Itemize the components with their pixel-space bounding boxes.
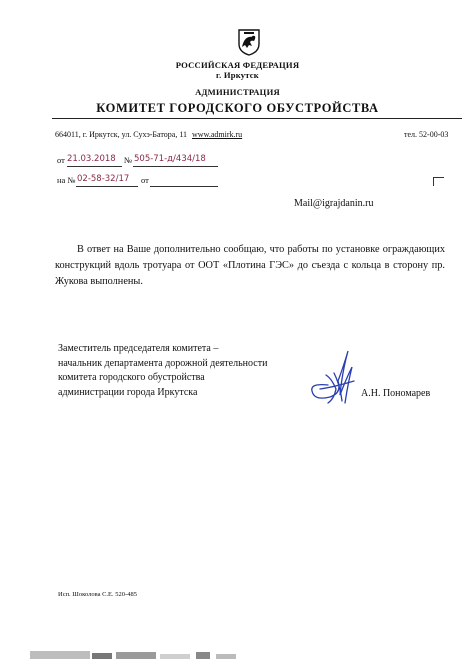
ref-date-underline: [67, 166, 122, 167]
signature-icon: [298, 345, 366, 413]
signatory-title: [58, 342, 318, 401]
country-heading: РОССИЙСКАЯ ФЕДЕРАЦИЯ: [175, 60, 300, 70]
scan-edge-artifact: [30, 646, 240, 656]
city-heading: г. Иркутск: [216, 70, 259, 80]
committee-title: КОМИТЕТ ГОРОДСКОГО ОБУСТРОЙСТВА: [96, 101, 379, 115]
signatory-title-line: Заместитель председателя комитета –: [58, 343, 219, 354]
signatory-name: А.Н. Пономарев: [361, 388, 431, 399]
letter-body: В ответ на Ваше дополнительно сообщаю, что работы по установке ограждающих конструкций вдоль тротуара от ООТ «Плотина ГЭС» до съезда с кольца в сторону пр. Жукова выполнены.: [55, 244, 445, 287]
administration-heading: АДМИНИСТРАЦИЯ: [195, 87, 280, 97]
ref-number: 505-71-д/434/18: [134, 154, 206, 164]
website-link[interactable]: www.admirk.ru: [192, 130, 243, 139]
address-text: 664011, г. Иркутск, ул. Сухэ-Батора, 11: [55, 130, 188, 139]
reply-number-underline: [76, 186, 138, 187]
reply-date-underline: [150, 186, 218, 187]
ref-date: 21.03.2018: [67, 154, 116, 164]
address-line: [55, 130, 242, 139]
reply-from-label: от: [141, 175, 149, 185]
reply-number: 02-58-32/17: [77, 174, 130, 184]
ref-number-underline: [133, 166, 218, 167]
executor-footer: Исп. Шоколова С.Е. 520-485: [58, 591, 137, 598]
ref-from-label: от: [57, 155, 65, 165]
signatory-title-line: комитета городского обустройства: [58, 372, 205, 384]
header-divider: [52, 118, 462, 119]
recipient-email: Mail@igrajdanin.ru: [294, 198, 374, 209]
signatory-title-line: администрации города Иркутска: [58, 387, 198, 399]
reply-label: на №: [57, 175, 76, 185]
address-corner-mark: [433, 177, 444, 186]
city-emblem-icon: [237, 28, 261, 56]
phone-text: тел. 52-00-03: [404, 130, 449, 139]
ref-number-label: №: [124, 155, 133, 165]
signatory-title-line: начальник департамента дорожной деятельности: [58, 357, 268, 369]
